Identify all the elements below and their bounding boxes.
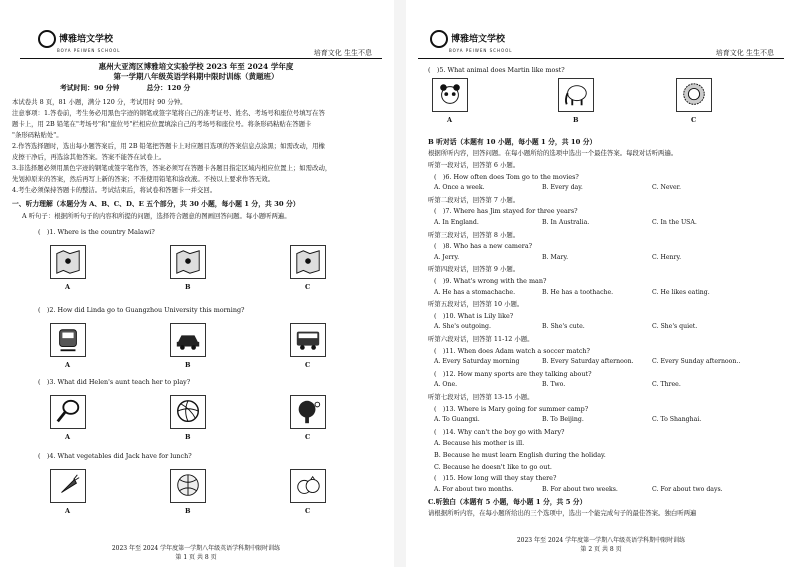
dialogue-heading: 听第二段对话，回答第 7 小题。 (428, 195, 520, 204)
school-seal-icon (38, 30, 56, 48)
page-footer-title: 2023 年至 2024 学年度第一学期八年级英语学科期中限时训练 (111, 545, 281, 552)
question-line: ( )8. Who has a new camera? (434, 242, 533, 251)
question-line: ( )13. Where is Mary going for summer camp? (434, 404, 589, 413)
map-icon (290, 245, 326, 279)
answer-option: C. To Shanghai. (652, 416, 702, 424)
answer-option: A. To Guangxi. (434, 416, 480, 424)
instruction-line: 注意事项：1.答卷前，考生务必用黑色字迹的钢笔或签字笔将自己的准考证号、姓名、考场号和座位号填写在答 (12, 109, 325, 117)
dialogue-heading: 听第七段对话，回答第 13-15 小题。 (428, 393, 534, 401)
exam-title: 惠州大亚湾区博雅培文实验学校 2023 年至 2024 学年度 (98, 62, 294, 71)
school-logo: 博雅培文学校 BOYA PEIWEN SCHOOL (430, 30, 512, 53)
question-line: ( )15. How long will they stay there? (434, 474, 557, 483)
question-line: ( )12. How many sports are they talking about? (434, 369, 592, 378)
page-number: 第 1 页 共 8 页 (175, 554, 217, 561)
question-line: ( )9. What's wrong with the man? (434, 277, 547, 285)
section-b-heading: B 听对话（本题有 10 小题，每小题 1 分，共 10 分） (428, 138, 597, 146)
carrot-icon (50, 469, 86, 503)
car-icon (170, 323, 206, 357)
option-label: C (305, 507, 311, 515)
question-line: B. Because he must learn English during the holiday. (434, 451, 606, 459)
page-footer-title: 2023 年至 2024 学年度第一学期八年级英语学科期中限时训练 (516, 537, 686, 544)
option-label: B (185, 283, 191, 291)
option-label: B (573, 116, 579, 124)
question-line: ( )14. Why can't the boy go with Mary? (434, 427, 565, 436)
instruction-line: 题卡上，用 2B 铅笔在"考场号"和"座位号"栏相应位置填涂自己的考场号和座位号。将条形码粘贴在答题卡 (12, 120, 312, 128)
answer-option: A. One. (434, 381, 458, 389)
dialogue-heading: 听第一段对话，回答第 6 小题。 (428, 161, 520, 169)
option-label: A (65, 433, 71, 441)
answer-option: B. Every Saturday afternoon. (542, 358, 634, 366)
answer-option: A. For about two months. (434, 485, 514, 493)
page-header (408, 26, 794, 58)
answer-option: C. Never. (652, 184, 681, 192)
map-icon (170, 245, 206, 279)
option-label: B (185, 433, 191, 441)
instruction-line: 3.非选择题必须用黑色字迹的钢笔或签字笔作答，答案必须写在答题卡各题目指定区域内相应位置上；如需改动， (12, 164, 332, 172)
page-header (0, 26, 392, 58)
page-2 (408, 0, 794, 567)
answer-option: B. Every day. (542, 184, 583, 192)
question-5: ( )5. What animal does Martin like most? (428, 66, 565, 74)
instruction-line: 4.考生必须保持答题卡的整洁。考试结束后，将试卷和答题卡一并交回。 (12, 186, 217, 194)
option-label: A (65, 507, 71, 515)
question-line: ( )10. What is Lily like? (434, 311, 514, 320)
question-line: ( )11. When does Adam watch a soccer match? (434, 346, 590, 355)
answer-option: A. In England. (434, 219, 479, 226)
answer-option: B. Two. (542, 381, 566, 389)
option-label: B (185, 361, 191, 369)
question-line: C. Because he doesn't like to go out. (434, 462, 552, 471)
dialogue-heading: 听第六段对话，回答第 11-12 小题。 (428, 335, 534, 343)
option-label: A (447, 116, 453, 124)
answer-option: C. Every Sunday afternoon.. (652, 358, 741, 366)
option-label: A (65, 283, 71, 291)
question-2: ( )2. How did Linda go to Guangzhou University this morning? (38, 306, 245, 314)
section-c-heading: C.听独白（本题有 5 小题，每小题 1 分，共 5 分） (428, 498, 587, 506)
question-4: ( )4. What vegetables did Jack have for lunch? (38, 452, 192, 460)
train-icon (50, 323, 86, 357)
answer-option: C. For about two days. (652, 485, 723, 493)
section-b-desc: 根据所听内容，回答问题。在每小题所给的选项中选出一个最佳答案。每段对话听两遍。 (428, 149, 678, 157)
answer-option: A. Jerry. (434, 253, 460, 261)
answer-option: A. He has a stomachache. (434, 288, 516, 296)
ping-pong-icon (290, 395, 326, 429)
dialogue-heading: 听第五段对话，回答第 10 小题。 (428, 300, 524, 309)
answer-option: A. She's outgoing. (434, 323, 491, 331)
header-rule (20, 58, 382, 59)
panda-icon (432, 78, 468, 112)
time-score: 考试时间：90 分钟 总分：120 分 (60, 84, 191, 92)
answer-option: C. Three. (652, 381, 681, 389)
tennis-racket-icon (50, 395, 86, 429)
instruction-line: 2.作答选择题时，选出每小题答案后，用 2B 铅笔把答题卡上对应题目选项的答案信息点涂黑；如需改动，用橡 (12, 142, 325, 150)
section-1-heading: 一、听力理解（本题分为 A、B、C、D、E 五个部分，共 30 小题，每小题 1 分，共 30 分） (12, 200, 300, 208)
map-icon (50, 245, 86, 279)
tomato-icon (290, 469, 326, 503)
school-logo: 博雅培文学校 BOYA PEIWEN SCHOOL (38, 30, 120, 53)
dialogue-heading: 听第三段对话，回答第 8 小题。 (428, 230, 520, 239)
question-1: ( )1. Where is the country Malawi? (38, 228, 155, 236)
school-seal-icon (430, 30, 448, 48)
bus-icon (290, 323, 326, 357)
answer-option: B. She's cute. (542, 323, 585, 331)
dialogue-heading: 听第四段对话，回答第 9 小题。 (428, 265, 520, 274)
answer-option: C. She's quiet. (652, 323, 698, 331)
option-label: C (305, 361, 311, 369)
option-label: C (691, 116, 697, 124)
answer-option: B. Mary. (542, 253, 569, 261)
question-line: ( )7. Where has Jim stayed for three years? (434, 207, 578, 216)
page-gutter (394, 0, 406, 567)
answer-option: A. Every Saturday morning (434, 358, 520, 366)
option-label: A (65, 361, 71, 369)
answer-option: C. In the USA. (652, 219, 697, 226)
instruction-line: 皮擦干净后，再选涂其他答案。答案不能答在试卷上。 (12, 153, 166, 161)
instruction-line: 先划掉原来的答案，然后再写上新的答案；不准使用铅笔和涂改液。不按以上要求作答无效。 (12, 175, 275, 183)
answer-option: C. He likes eating. (652, 288, 710, 296)
answer-option: A. Once a week. (434, 184, 485, 192)
answer-option: B. In Australia. (542, 219, 590, 226)
option-label: B (185, 507, 191, 515)
answer-option: B. To Beijing. (542, 416, 584, 424)
page-number: 第 2 页 共 8 页 (580, 546, 622, 553)
elephant-icon (558, 78, 594, 112)
cabbage-icon (170, 469, 206, 503)
answer-option: B. He has a toothache. (542, 288, 614, 296)
option-label: C (305, 283, 311, 291)
section-a-heading: A 听句子：根据所听句子的内容和所提的问题，选择符合题意的图画回答问题。每小题听两遍。 (22, 212, 291, 220)
section-c-desc: 请根据所听内容，在每小题所给出的三个选项中，选出一个能完成句子的最佳答案。独白听两遍 (428, 509, 697, 517)
page-1 (0, 0, 392, 567)
answer-option: C. Henry. (652, 253, 682, 261)
question-3: ( )3. What did Helen's aunt teach her to play? (38, 378, 191, 386)
header-rule (418, 58, 784, 59)
question-line: A. Because his mother is ill. (434, 439, 525, 448)
instruction-line: "条形码粘贴处"。 (12, 131, 63, 139)
lion-icon (676, 78, 712, 112)
question-line: ( )6. How often does Tom go to the movies? (434, 172, 579, 181)
exam-subtitle: 第一学期八年级英语学科期中限时训练（黄题班） (113, 72, 279, 81)
school-motto: 培育文化 生生不息 (313, 49, 372, 57)
volleyball-icon (170, 395, 206, 429)
answer-option: B. For about two weeks. (542, 485, 618, 493)
school-motto: 培育文化 生生不息 (715, 49, 774, 57)
instruction-line: 本试卷共 8 页，81 小题，满分 120 分，考试用时 90 分钟。 (12, 98, 187, 106)
option-label: C (305, 433, 311, 441)
